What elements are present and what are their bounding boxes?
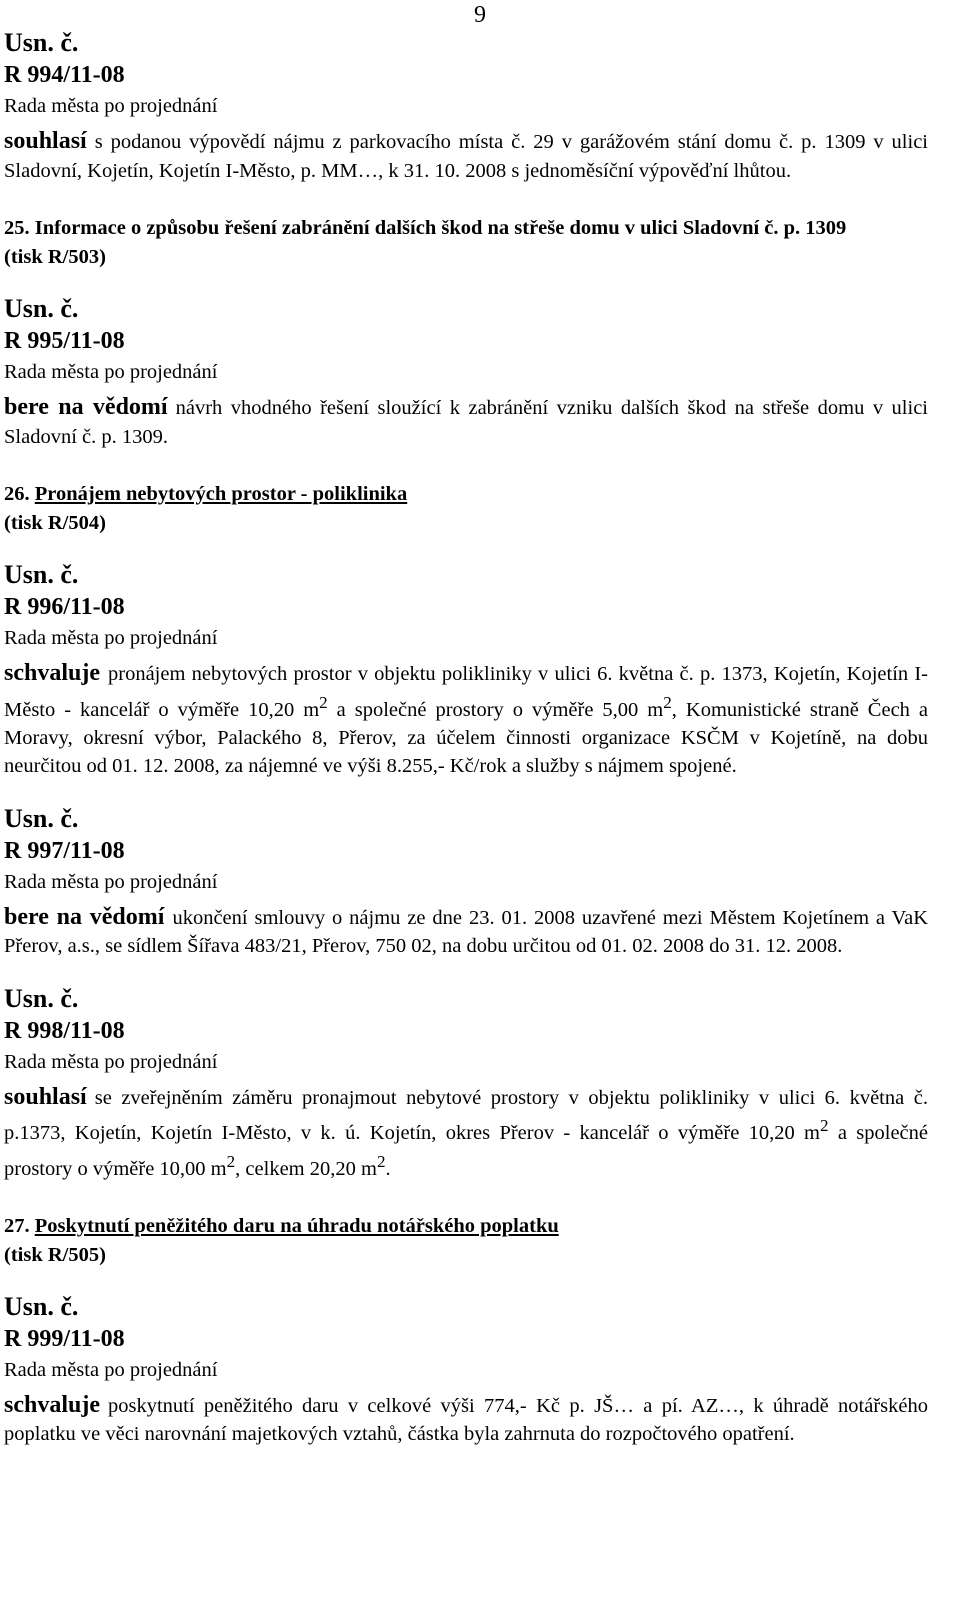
resolution-text — [4, 659, 928, 781]
section-title: Pronájem nebytových prostor - poliklinika — [34, 483, 408, 505]
resolution-body: a společné prostory o výměře 5,00 m — [327, 698, 664, 721]
resolution-label: Usn. č. — [4, 560, 79, 589]
superscript: 2 — [820, 1116, 829, 1136]
section-title: Informace o způsobu řešení zabránění dalších škod na střeše domu v ulici Sladovní č. p. 1309 — [34, 217, 847, 239]
section-number: 26. — [4, 483, 30, 505]
resolution-body: ukončení smlouvy o nájmu ze dne 23. 01. 2008 uzavřené mezi Městem Kojetínem a VaK Přerov, a.s., se sídlem Šířava 483/21, Přerov, 750 02, na dobu určitou od 01. 02. 2008 do 31. 12. 2008. — [4, 906, 928, 958]
resolution-text — [4, 1391, 928, 1449]
resolution-body: , Komunistické straně Čech a Moravy, okresní výbor, Palackého 8, Přerov, za účelem činnosti organizace KSČM v Kojetíně, na dobu neurčitou od 01. 12. 2008, za nájemné ve výši 8.255,- Kč/rok a služby s nájmem spojené. — [4, 698, 928, 778]
superscript: 2 — [663, 692, 672, 712]
resolution-id: R 996/11-08 — [4, 594, 125, 620]
resolution-body: poskytnutí peněžitého daru v celkové výši 774,- Kč p. JŠ… a pí. AZ…, k úhradě notářského poplatku ve věci narovnání majetkových vztahů, částka byla zahrnuta do rozpočtového opatření. — [4, 1394, 928, 1446]
council-intro: Rada města po projednání — [4, 870, 218, 893]
resolution-label: Usn. č. — [4, 28, 79, 57]
resolution-id: R 998/11-08 — [4, 1017, 125, 1044]
council-intro: Rada města po projednání — [4, 1358, 218, 1381]
resolution-id: R 999/11-08 — [4, 1325, 125, 1352]
page-number: 9 — [474, 2, 486, 28]
superscript: 2 — [226, 1151, 236, 1171]
resolution-text — [4, 393, 928, 451]
resolution-verb: bere na vědomí — [4, 903, 165, 930]
resolution-body: a společné prostory o výměře 10,00 m — [4, 1122, 928, 1180]
council-intro: Rada města po projednání — [4, 95, 218, 117]
resolution-verb: souhlasí — [4, 1083, 87, 1110]
print-reference: (tisk R/504) — [4, 512, 106, 534]
council-intro: Rada města po projednání — [4, 361, 218, 383]
resolution-verb: souhlasí — [4, 128, 87, 154]
resolution-label: Usn. č. — [4, 1291, 79, 1321]
resolution-text — [4, 903, 928, 961]
section-heading-25 — [4, 213, 928, 243]
page-content — [4, 27, 928, 1449]
resolution-body: návrh vhodného řešení sloužící k zabránění vzniku dalších škod na střeše domu v ulici Sladovní č. p. 1309. — [4, 397, 928, 448]
council-intro: Rada města po projednání — [4, 627, 218, 649]
resolution-verb: schvaluje — [4, 660, 100, 686]
council-intro: Rada města po projednání — [4, 1050, 218, 1073]
resolution-verb: schvaluje — [4, 1391, 100, 1418]
print-reference: (tisk R/503) — [4, 246, 106, 268]
section-number: 25. — [4, 217, 30, 239]
print-reference: (tisk R/505) — [4, 1243, 106, 1266]
resolution-label: Usn. č. — [4, 803, 79, 833]
resolution-body: . — [385, 1157, 391, 1180]
resolution-body: s podanou výpovědí nájmu z parkovacího místa č. 29 v garážovém stání domu č. p. 1309 v ulici Sladovní, Kojetín, Kojetín I-Město, p. MM…, k 31. 10. 2008 s jednoměsíční výpověďní lhůtou. — [4, 131, 928, 182]
superscript: 2 — [376, 1151, 386, 1171]
resolution-body: se zveřejněním záměru pronajmout nebytové prostory v objektu polikliniky v ulici 6. května č. p.1373, Kojetín, Kojetín I-Město, v k. ú. Kojetín, okres Přerov - kancelář o výměře 10,20 m — [4, 1086, 928, 1145]
resolution-body: pronájem nebytových prostor v objektu polikliniky v ulici 6. května č. p. 1373, Kojetín, Kojetín I-Město - kancelář o výměře 10,20 m — [4, 663, 928, 721]
resolution-id: R 995/11-08 — [4, 328, 125, 354]
resolution-body: , celkem 20,20 m — [235, 1157, 377, 1180]
resolution-id: R 994/11-08 — [4, 62, 125, 88]
resolution-text — [4, 127, 928, 185]
section-heading-26 — [4, 479, 928, 509]
resolution-verb: bere na vědomí — [4, 394, 168, 420]
resolution-label: Usn. č. — [4, 983, 79, 1013]
section-heading-27 — [4, 1211, 928, 1241]
resolution-id: R 997/11-08 — [4, 837, 125, 864]
resolution-label: Usn. č. — [4, 294, 79, 323]
superscript: 2 — [319, 692, 328, 712]
resolution-text — [4, 1083, 928, 1183]
section-title: Poskytnutí peněžitého daru na úhradu notářského poplatku — [34, 1214, 559, 1237]
section-number: 27. — [4, 1214, 30, 1237]
